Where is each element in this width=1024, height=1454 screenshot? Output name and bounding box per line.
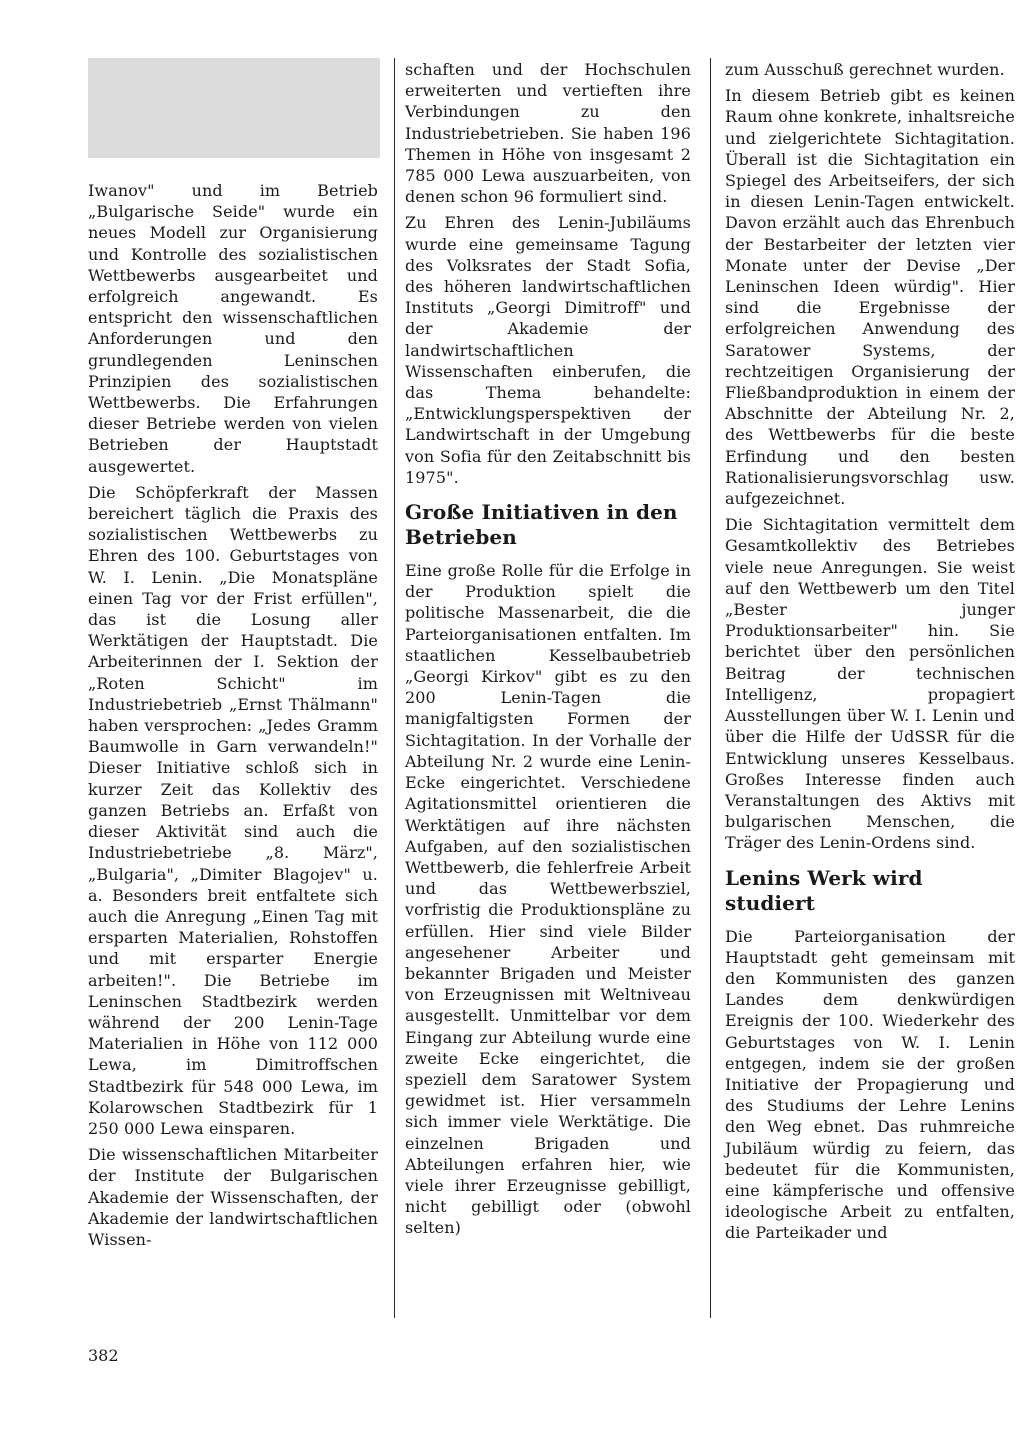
column-3 [725, 59, 1015, 1249]
section-heading-lenins-werk: Lenins Werk wird studiert [725, 865, 923, 915]
column-1 [88, 180, 378, 1255]
col2-paragraph-3: Eine große Rolle für die Erfolge in der Produktion spielt die politische Massenarbeit, die die Parteiorganisationen entfalten. Im staatlichen Kesselbaubetrieb „Georgi Kirkov" gibt es zu den 200 Lenin-Tagen die manigfaltigsten Formen der Sichtagitation. In der Vorhalle der Abteilung Nr. 2 wurde eine Lenin-Ecke eingerichtet. Verschiedene Agitationsmittel orientieren die Werktätigen auf ihre nächsten Aufgaben, auf den sozialistischen Wettbewerb, die fehlerfreie Arbeit und das Wettbewerbsziel, vorfristig die Produktionspläne zu erfüllen. Hier sind viele Bilder angesehener Arbeiter und bekannter Brigaden und Meister von Erzeugnissen mit Weltniveau ausgestellt. Unmittelbar vor dem Eingang zur Abteilung wurde eine zweite Ecke eingerichtet, die speziell dem Saratower System gewidmet ist. Hier versammeln sich immer viele Werktätige. Die einzelnen Brigaden und Abteilungen erfahren hier, wie viele ihrer Erzeugnisse gebilligt, nicht gebilligt oder (obwohl selten) [405, 561, 691, 1238]
col2-paragraph-1: schaften und der Hochschulen erweiterten und vertieften ihre Verbindungen zu den Industriebetrieben. Sie haben 196 Themen in Höhe von insgesamt 2 785 000 Lewa auszuarbeiten, von denen schon 96 formuliert sind. [405, 60, 691, 207]
page-number: 382 [88, 1346, 119, 1365]
col3-paragraph-3: Die Sichtagitation vermittelt dem Gesamtkollektiv des Betriebes viele neue Anregungen. Sie weist auf den Wettbewerb um den Titel „Bester junger Produktionsarbeiter" hin. Sie berichtet über den persönlichen Beitrag der technischen Intelligenz, propagiert Ausstellungen über W. I. Lenin und über die Hilfe der UdSSR für die Entwicklung unseres Kesselbaus. Großes Interesse finden auch Veranstaltungen des Aktivs mit bulgarischen Menschen, die Träger des Lenin-Ordens sind. [725, 515, 1015, 853]
column-divider-2 [710, 58, 711, 1318]
column-divider-1 [394, 58, 395, 1318]
header-image-placeholder [88, 58, 380, 158]
col2-paragraph-2: Zu Ehren des Lenin-Jubiläums wurde eine gemeinsame Tagung des Volksrates der Stadt Sofia, des höheren landwirtschaftlichen Instituts „Georgi Dimitroff" und der Akademie der landwirtschaftlichen Wissenschaften einberufen, die das Thema behandelte: „Entwicklungsperspektiven der Landwirtschaft in der Umgebung von Sofia für den Zeitabschnitt bis 1975". [405, 213, 691, 487]
col1-paragraph-1: Iwanov" und im Betrieb „Bulgarische Seide" wurde ein neues Modell zur Organisierung und Kontrolle des sozialistischen Wettbewerbs ausgearbeitet und erfolgreich angewandt. Es entspricht den wissenschaftlichen Anforderungen und den grundlegenden Leninschen Prinzipien des sozialistischen Wettbewerbs. Die Erfahrungen dieser Betriebe werden von vielen Betrieben der Hauptstadt ausgewertet. [88, 181, 378, 476]
col3-paragraph-1: zum Ausschuß gerechnet wurden. [725, 60, 1005, 79]
col1-paragraph-2: Die Schöpferkraft der Massen bereichert täglich die Praxis des sozialistischen Wettbewerbs zu Ehren des 100. Geburtstages von W. I. Lenin. „Die Monatspläne einen Tag vor der Frist erfüllen", das ist die Losung aller Werktätigen der Hauptstadt. Die Arbeiterinnen der I. Sektion der „Roten Schicht" im Industriebetrieb „Ernst Thälmann" haben versprochen: „Jedes Gramm Baumwolle in Garn verwandeln!" Dieser Initiative schloß sich in kurzer Zeit das Kollektiv des ganzen Betriebs an. Erfaßt von dieser Aktivität sind auch die Industriebetriebe „8. März", „Bulgaria", „Dimiter Blagojev" u. a. Besonders breit entfaltete sich auch die Anregung „Einen Tag mit ersparten Materialien, Rohstoffen und mit ersparter Energie arbeiten!". Die Betriebe im Leninschen Stadtbezirk werden während der 200 Lenin-Tage Materialien in Höhe von 112 000 Lewa, im Dimitroffschen Stadtbezirk für 548 000 Lewa, im Kolarowschen Stadtbezirk für 1 250 000 Lewa einsparen. [88, 482, 378, 1138]
section-heading-initiativen: Große Initiativen in den Betrieben [405, 500, 678, 550]
col3-paragraph-4: Die Parteiorganisation der Hauptstadt geht gemeinsam mit den Kommunisten des ganzen Landes dem denkwürdigen Ereignis der 100. Wiederkehr des Geburtstages von W. I. Lenin entgegen, indem sie der großen Initiative der Propagierung und des Studiums der Lehre Lenins den Weg ebnet. Das ruhmreiche Jubiläum würdig zu feiern, das bedeutet für die Kommunisten, eine kämpferische und offensive ideologische Arbeit zu entfalten, die Parteikader und [725, 926, 1015, 1243]
col1-paragraph-3: Die wissenschaftlichen Mitarbeiter der Institute der Bulgarischen Akademie der Wissenschaften, der Akademie der landwirtschaftlichen Wissen- [88, 1145, 378, 1249]
col3-paragraph-2: In diesem Betrieb gibt es keinen Raum ohne konkrete, inhaltsreiche und zielgerichtete Sichtagitation. Überall ist die Sichtagitation ein Spiegel des Arbeitseifers, der sich in diesen Lenin-Tagen entwickelt. Davon erzählt auch das Ehrenbuch der Bestarbeiter der letzten vier Monate unter der Devise „Der Leninschen Ideen würdig". Hier sind die Ergebnisse der erfolgreichen Anwendung des Saratower Systems, der rechtzeitigen Organisierung der Fließbandproduktion in einem der Abschnitte der Abteilung Nr. 2, des Wettbewerbs für die beste Erfindung und den besten Rationalisierungsvorschlag usw. aufgezeichnet. [725, 86, 1015, 509]
column-2 [405, 59, 691, 1244]
